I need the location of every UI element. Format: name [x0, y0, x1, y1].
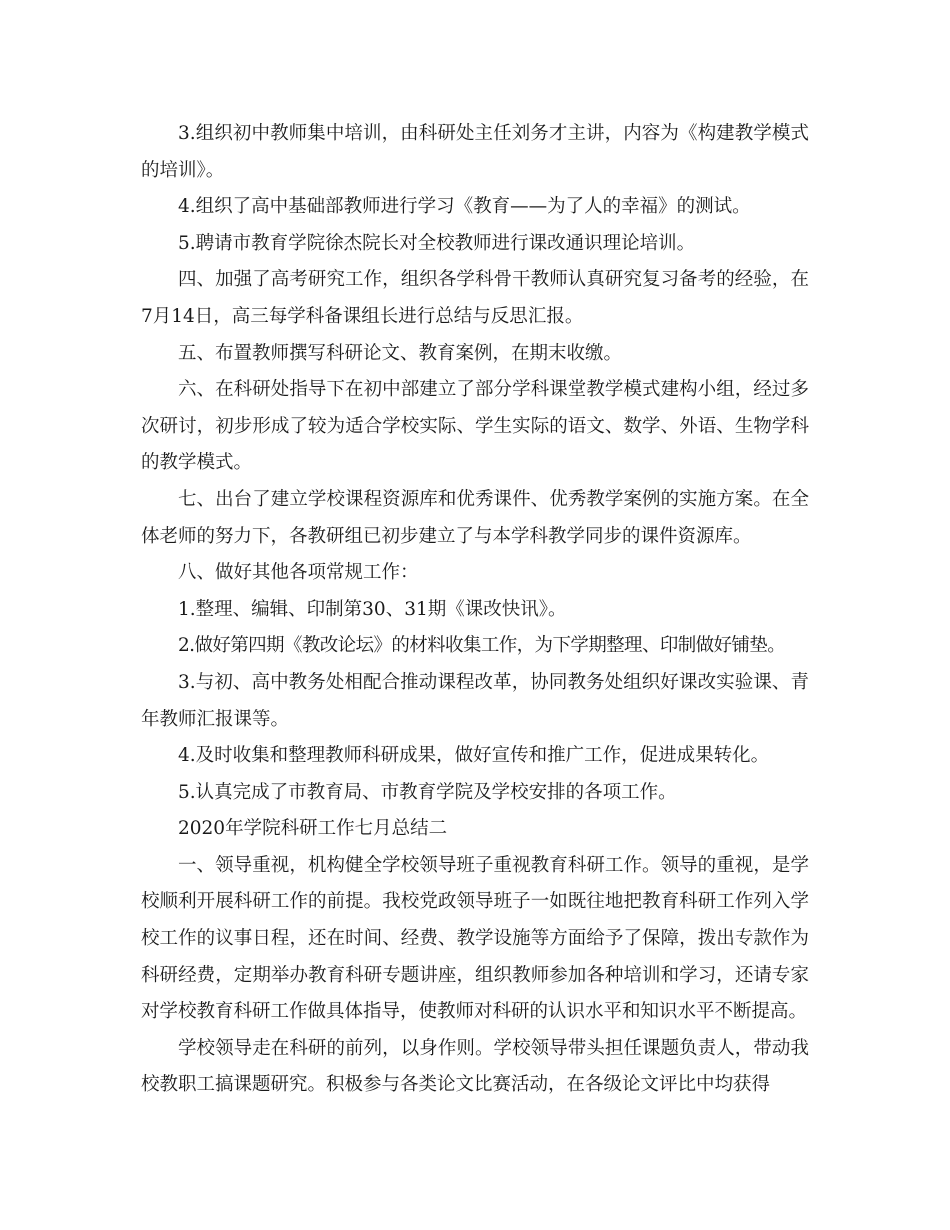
paragraph: 2.做好第四期《教改论坛》的材料收集工作，为下学期整理、印制做好铺垫。	[178, 635, 786, 657]
paragraph: 六、在科研处指导下在初中部建立了部分学科课堂教学模式建构小组，经过多次研讨，初步形成了较为适合学校实际、学生实际的语文、数学、外语、生物学科的教学模式。	[141, 379, 809, 474]
paragraph: 3.与初、高中教务处相配合推动课程改革，协同教务处组织好课改实验课、青年教师汇报课等。	[141, 671, 809, 730]
paragraph: 八、做好其他各项常规工作：	[178, 562, 419, 584]
paragraph: 学校领导走在科研的前列，以身作则。学校领导带头担任课题负责人，带动我校教职工搞课题研究。积极参与各类论文比赛活动，在各级论文评比中均获得	[141, 1037, 809, 1096]
paragraph: 4.及时收集和整理教师科研成果，做好宣传和推广工作，促进成果转化。	[178, 745, 770, 767]
paragraph: 1.整理、编辑、印制第30、31期《课改快讯》。	[178, 598, 567, 620]
paragraph: 5.聘请市教育学院徐杰院长对全校教师进行课改通识理论培训。	[178, 232, 696, 254]
paragraph: 七、出台了建立学校课程资源库和优秀课件、优秀教学案例的实施方案。在全体老师的努力下，各教研组已初步建立了与本学科教学同步的课件资源库。	[141, 488, 809, 547]
paragraph: 五、布置教师撰写科研论文、教育案例，在期末收缴。	[178, 342, 623, 364]
section-heading: 2020年学院科研工作七月总结二	[178, 818, 448, 840]
paragraph: 四、加强了高考研究工作，组织各学科骨干教师认真研究复习备考的经验，在7月14日，高三每学科备课组长进行总结与反思汇报。	[141, 269, 809, 327]
paragraph: 一、领导重视，机构健全学校领导班子重视教育科研工作。领导的重视，是学校顺利开展科研工作的前提。我校党政领导班子一如既往地把教育科研工作列入学校工作的议事日程，还在时间、经费、教学设施等方面给予了保障，拨出专款作为科研经费，定期举办教育科研专题讲座，组织教师参加各种培训和学习，还请专家对学校教育科研工作做具体指导，使教师对科研的认识水平和知识水平不断提高。	[141, 854, 809, 1023]
paragraph: 4.组织了高中基础部教师进行学习《教育——为了人的幸福》的测试。	[178, 196, 751, 218]
paragraph: 5.认真完成了市教育局、市教育学院及学校安排的各项工作。	[178, 781, 677, 803]
document-body	[141, 116, 809, 1104]
paragraph: 3.组织初中教师集中培训，由科研处主任刘务才主讲，内容为《构建教学模式的培训》。	[141, 123, 809, 181]
